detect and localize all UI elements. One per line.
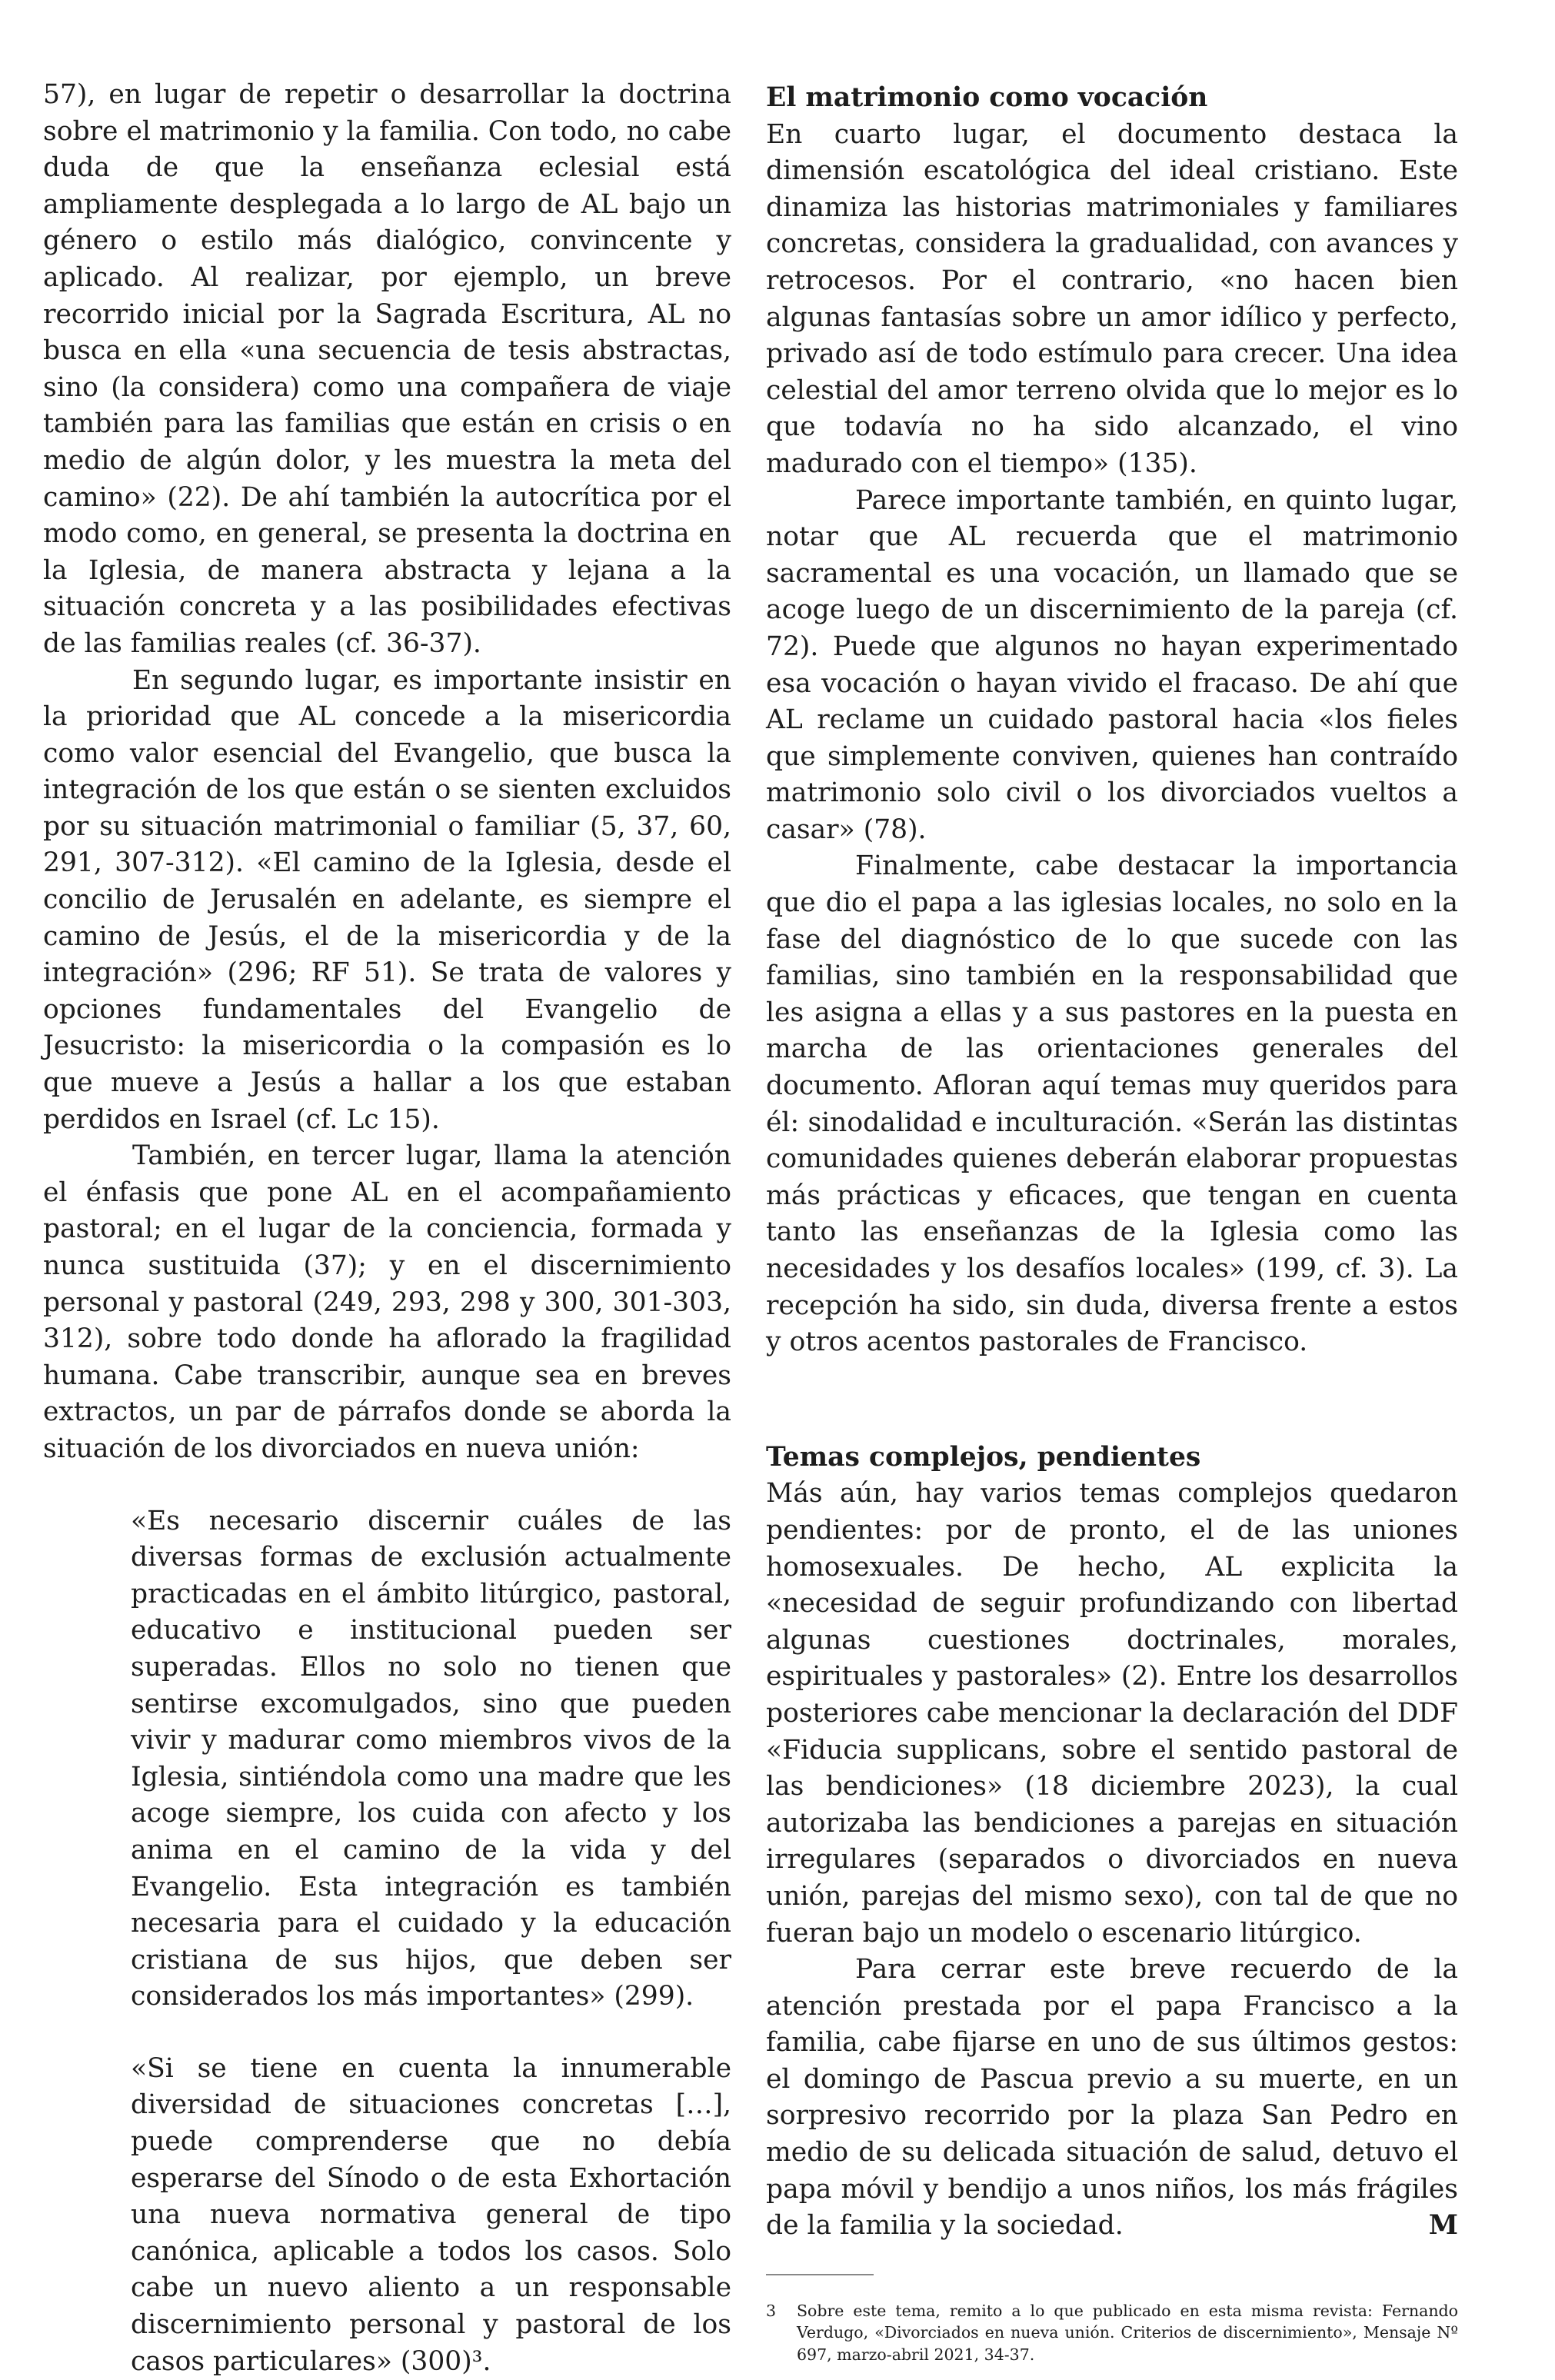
left-column — [43, 77, 731, 2380]
footnote — [766, 2300, 1458, 2366]
paragraph: 57), en lugar de repetir o desarrollar la doctrina sobre el matrimonio y la familia. Con todo, no cabe duda de que la enseñanza eclesial está ampliamente desplegada a lo largo de AL bajo un género o estilo más dialógico, convincente y aplicado. Al realizar, por ejemplo, un breve recorrido inicial por la Sagrada Escritura, AL no busca en ella «una secuencia de tesis abstractas, sino (la considera) como una compañera de viaje también para las familias que están en crisis o en medio de algún dolor, y les muestra la meta del camino» (22). De ahí también la autocrítica por el modo como, en general, se presenta la doctrina en la Iglesia, de manera abstracta y lejana a la situación concreta y a las posibilidades efectivas de las familias reales (cf. 36-37). — [43, 79, 731, 659]
footnote-number: 3 — [766, 2301, 777, 2320]
paragraph: Más aún, hay varios temas complejos quedaron pendientes: por de pronto, el de las uniones homosexuales. De hecho, AL explicita la «necesidad de seguir profundizando con libertad algunas cuestiones doctrinales, morales, espirituales y pastorales» (2). Entre los desarrollos posteriores cabe mencionar la declaración del DDF «Fiducia supplicans, sobre el sentido pastoral de las bendiciones» (18 diciembre 2023), la cual autorizaba las bendiciones a parejas en situación irregulares (separados o divorciados en nueva unión, parejas del mismo sexo), con tal de que no fueran bajo un modelo o escenario litúrgico. — [766, 1478, 1458, 1949]
footnote-divider — [766, 2274, 874, 2275]
block-quote: «Si se tiene en cuenta la innumerable diversidad de situaciones concretas […], puede comprenderse que no debía esperarse del Sínodo o de esta Exhortación una nueva normativa general de tipo canónica, aplicable a todos los casos. Solo cabe un nuevo aliento a un responsable discernimiento personal y pastoral de los casos particulares» (300)³. — [131, 2052, 731, 2377]
paragraph: En cuarto lugar, el documento destaca la dimensión escatológica del ideal cristiano. Este dinamiza las historias matrimoniales y familiares concretas, considera la gradualidad, con avances y retrocesos. Por el contrario, «no hacen bien algunas fantasías sobre un amor idílico y perfecto, privado así de todo estímulo para crecer. Una idea celestial del amor terreno olvida que lo mejor es lo que todavía no ha sido alcanzado, el vino madurado con el tiempo» (135). — [766, 118, 1458, 479]
paragraph: En segundo lugar, es importante insistir en la prioridad que AL concede a la misericordia como valor esencial del Evangelio, que busca la integración de los que están o se sienten excluidos por su situación matrimonial o familiar (5, 37, 60, 291, 307-312). «El camino de la Iglesia, desde el concilio de Jerusalén en adelante, es siempre el camino de Jesús, el de la misericordia y de la integración» (296; RF 51). Se trata de valores y opciones fundamentales del Evangelio de Jesucristo: la misericordia o la compasión es lo que mueve a Jesús a hallar a los que estaban perdidos en Israel (cf. Lc 15). — [43, 664, 731, 1135]
footnote-text: Sobre este tema, remito a lo que publicado en esta misma revista: Fernando Verdugo, «Divorciados en nueva unión. Criterios de discernimiento», Mensaje Nº 697, marzo-abril 2021, 34-37. — [797, 2301, 1458, 2364]
end-mark: M — [1428, 2210, 1458, 2242]
paragraph: Parece importante también, en quinto lugar, notar que AL recuerda que el matrimonio sacramental es una vocación, un llamado que se acoge luego de un discernimiento de la pareja (cf. 72). Puede que algunos no hayan experimentado esa vocación o hayan vivido el fracaso. De ahí que AL reclame un cuidado pastoral hacia «los fieles que simplemente conviven, quienes han contraído matrimonio solo civil o los divorciados vueltos a casar» (78). — [766, 484, 1458, 845]
paragraph-text: Para cerrar este breve recuerdo de la atención prestada por el papa Francisco a la familia, cabe fijarse en uno de sus últimos gestos: el domingo de Pascua previo a su muerte, en un sorpresivo recorrido por la plaza San Pedro en medio de su delicada situación de salud, detuvo el papa móvil y bendijo a unos niños, los más frágiles de la familia y la sociedad. — [766, 1954, 1458, 2242]
paragraph: También, en tercer lugar, llama la atención el énfasis que pone AL en el acompañamiento pastoral; en el lugar de la conciencia, formada y nunca sustituida (37); y en el discernimiento personal y pastoral (249, 293, 298 y 300, 301-303, 312), sobre todo donde ha aflorado la fragilidad humana. Cabe transcribir, aunque sea en breves extractos, un par de párrafos donde se aborda la situación de los divorciados en nueva unión: — [43, 1140, 731, 1464]
paragraph — [766, 1952, 1458, 2245]
section-heading: El matrimonio como vocación — [766, 82, 1208, 113]
section-heading: Temas complejos, pendientes — [766, 1441, 1201, 1473]
block-quote: «Es necesario discernir cuáles de las diversas formas de exclusión actualmente practicadas en el ámbito litúrgico, pastoral, educativo e institucional pueden ser superadas. Ellos no solo no tienen que sentirse excomulgados, sino que pueden vivir y madurar como miembros vivos de la Iglesia, sintiéndola como una madre que les acoge siempre, los cuida con afecto y los anima en el camino de la vida y del Evangelio. Esta integración es también necesaria para el cuidado y la educación cristiana de sus hijos, que deben ser considerados los más importantes» (299). — [131, 1505, 731, 2012]
paragraph: Finalmente, cabe destacar la importancia que dio el papa a las iglesias locales, no solo en la fase del diagnóstico de lo que sucede con las familias, sino también en la responsabilidad que les asigna a ellas y a sus pastores en la puesta en marcha de las orientaciones generales del documento. Afloran aquí temas muy queridos para él: sinodalidad e inculturación. «Serán las distintas comunidades quienes deberán elaborar propuestas más prácticas y eficaces, que tengan en cuenta tanto las enseñanzas de la Iglesia como las necesidades y los desafíos locales» (199, cf. 3). La recepción ha sido, sin duda, diversa frente a estos y otros acentos pastorales de Francisco. — [766, 850, 1458, 1358]
right-column — [766, 80, 1458, 2365]
